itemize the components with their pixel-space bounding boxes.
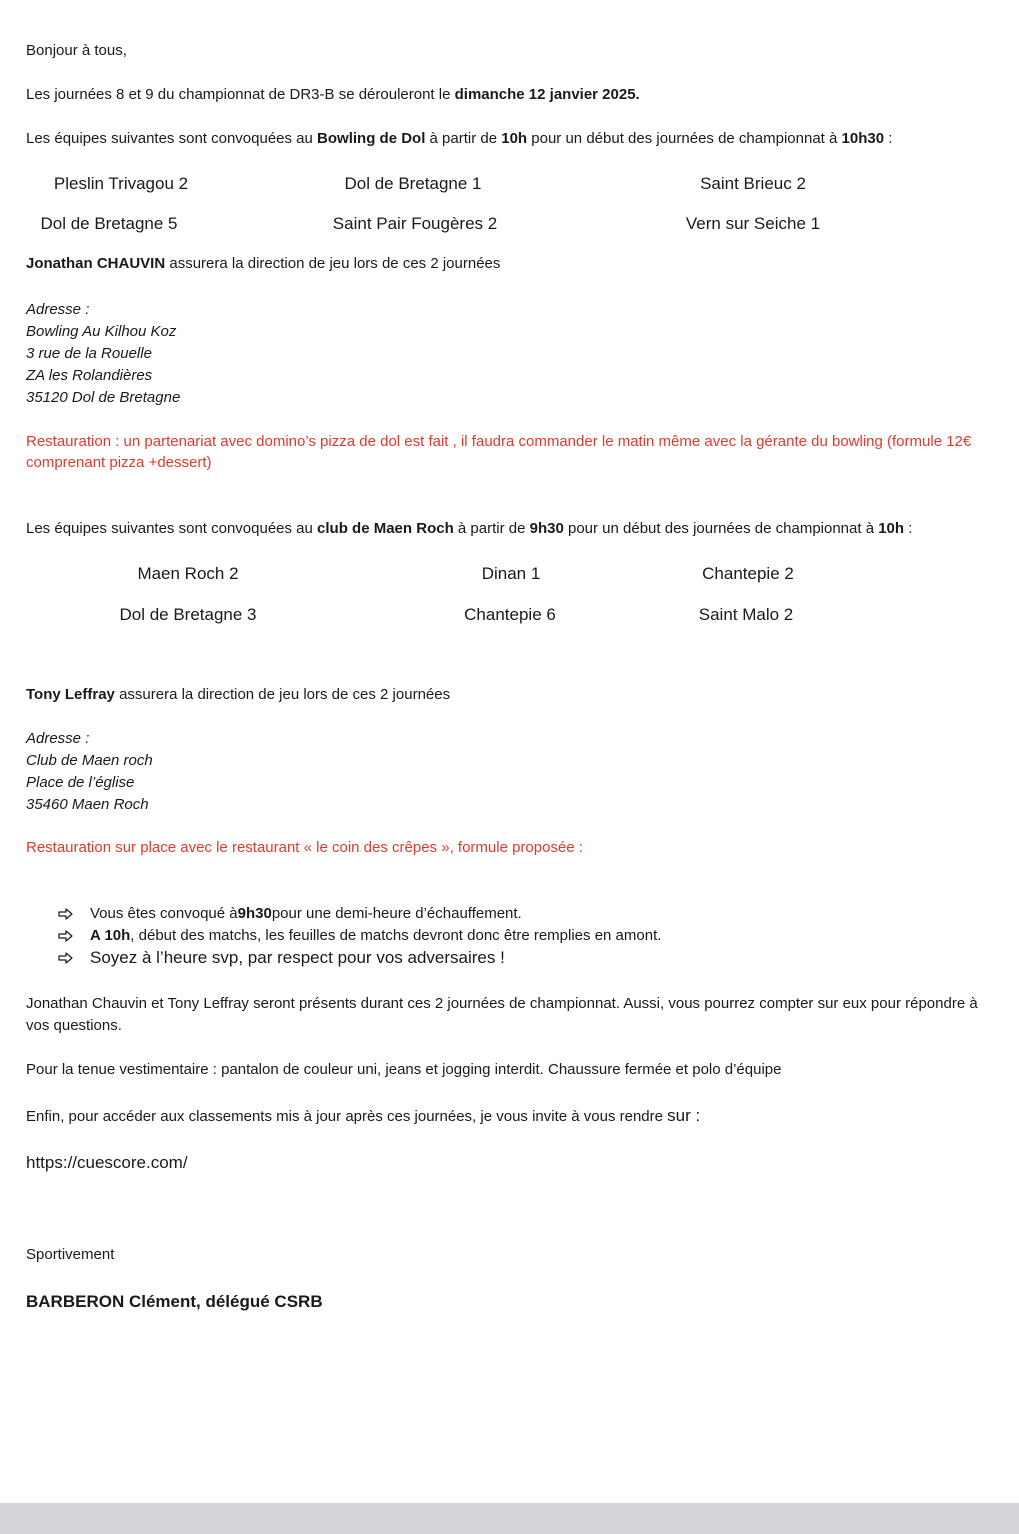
venue2-conv-text: pour un début des journées de championnat à <box>563 520 879 537</box>
instructions-list <box>58 903 661 969</box>
bullet-text: , début des matchs, les feuilles de matchs devront donc être remplies en amont. <box>130 927 662 944</box>
address-line: ZA les Rolandières <box>26 367 153 384</box>
team-cell: Saint Malo 2 <box>698 605 794 624</box>
venue1-director-name: Jonathan CHAUVIN <box>26 255 166 272</box>
venue1-start-time: 10h30 <box>841 130 885 147</box>
address-label: Adresse : <box>26 301 90 318</box>
venue2-convocation <box>26 518 912 540</box>
presence-paragraph: Jonathan Chauvin et Tony Leffray seront présents durant ces 2 journées de championnat. Aussi, vous pourrez compter sur eux pour répondre à vos questions. <box>26 995 978 1034</box>
address-line: 35460 Maen Roch <box>26 796 149 813</box>
bullet-text: Soyez à l’heure svp, par respect pour vos adversaires ! <box>90 948 505 967</box>
team-cell: Saint Pair Fougères 2 <box>332 214 498 233</box>
venue2-director <box>26 684 450 706</box>
dress-code-paragraph: Pour la tenue vestimentaire : pantalon de couleur uni, jeans et jogging interdit. Chaussure fermée et polo d’équipe <box>26 1061 782 1078</box>
venue2-conv-text: Les équipes suivantes sont convoquées au <box>26 520 318 537</box>
arrow-right-icon <box>58 930 90 942</box>
venue2-time: 9h30 <box>529 520 564 537</box>
team-cell: Chantepie 6 <box>464 605 556 624</box>
venue1-conv-text: : <box>884 130 893 147</box>
venue1-name: Bowling de Dol <box>317 130 426 147</box>
footer-bar <box>0 1503 1019 1534</box>
signature: BARBERON Clément, délégué CSRB <box>26 1292 323 1311</box>
venue2-start-time: 10h <box>878 520 905 537</box>
venue1-director-text: assurera la direction de jeu lors de ces 2 journées <box>165 255 501 272</box>
team-cell: Maen Roch 2 <box>137 564 239 583</box>
venue2-catering: Restauration sur place avec le restaurant « le coin des crêpes », formule proposée : <box>26 839 583 856</box>
arrow-right-icon <box>58 908 90 920</box>
venue1-conv-text: pour un début des journées de championnat à <box>527 130 842 147</box>
bullet-text: Vous êtes convoqué à <box>90 905 238 922</box>
address-line: 35120 Dol de Bretagne <box>26 389 181 406</box>
venue2-name: club de Maen Roch <box>317 520 454 537</box>
team-cell: Dol de Bretagne 1 <box>344 174 482 193</box>
address-label: Adresse : <box>26 730 90 747</box>
list-item <box>58 947 661 969</box>
team-cell: Saint Brieuc 2 <box>700 174 806 193</box>
venue2-director-name: Tony Leffray <box>26 686 115 703</box>
address-line: Club de Maen roch <box>26 752 153 769</box>
team-cell: Dinan 1 <box>481 564 541 583</box>
list-item <box>58 925 661 947</box>
bullet-text: pour une demi-heure d’échauffement. <box>271 905 522 922</box>
venue1-conv-text: à partir de <box>425 130 502 147</box>
venue1-catering: Restauration : un partenariat avec domino’s pizza de dol est fait , il faudra commander le matin même avec la gérante du bowling (formule 12€ comprenant pizza +dessert) <box>26 433 972 471</box>
team-cell: Vern sur Seiche 1 <box>685 214 821 233</box>
address-line: Bowling Au Kilhou Koz <box>26 323 177 340</box>
venue1-time: 10h <box>501 130 528 147</box>
venue2-director-text: assurera la direction de jeu lors de ces 2 journées <box>114 686 451 703</box>
team-cell: Dol de Bretagne 5 <box>40 214 178 233</box>
venue1-convocation <box>26 128 892 150</box>
venue1-conv-text: Les équipes suivantes sont convoquées au <box>26 130 318 147</box>
venue1-address <box>26 299 180 409</box>
venue2-conv-text: à partir de <box>453 520 530 537</box>
cuescore-link[interactable]: https://cuescore.com/ <box>26 1153 188 1172</box>
bullet-time: 9h30 <box>237 905 272 922</box>
venue2-conv-text: : <box>904 520 913 537</box>
rankings-paragraph <box>26 1105 700 1128</box>
bullet-time: A 10h <box>90 927 131 944</box>
address-line: 3 rue de la Rouelle <box>26 345 152 362</box>
greeting: Bonjour à tous, <box>26 42 127 59</box>
arrow-right-icon <box>58 952 90 964</box>
team-cell: Pleslin Trivagou 2 <box>53 174 189 193</box>
venue2-address <box>26 728 153 816</box>
rankings-text: Enfin, pour accéder aux classements mis à jour après ces journées, je vous invite à vous rendre <box>26 1108 668 1125</box>
team-cell: Chantepie 2 <box>702 564 794 583</box>
intro-paragraph <box>26 84 640 106</box>
rankings-text: sur : <box>667 1106 701 1125</box>
list-item <box>58 903 661 925</box>
address-line: Place de l’église <box>26 774 135 791</box>
intro-text: Les journées 8 et 9 du championnat de DR3-B se dérouleront le <box>26 86 455 103</box>
intro-date: dimanche 12 janvier 2025. <box>454 86 640 103</box>
team-cell: Dol de Bretagne 3 <box>119 605 257 624</box>
venue1-director <box>26 253 500 275</box>
closing: Sportivement <box>26 1246 115 1263</box>
